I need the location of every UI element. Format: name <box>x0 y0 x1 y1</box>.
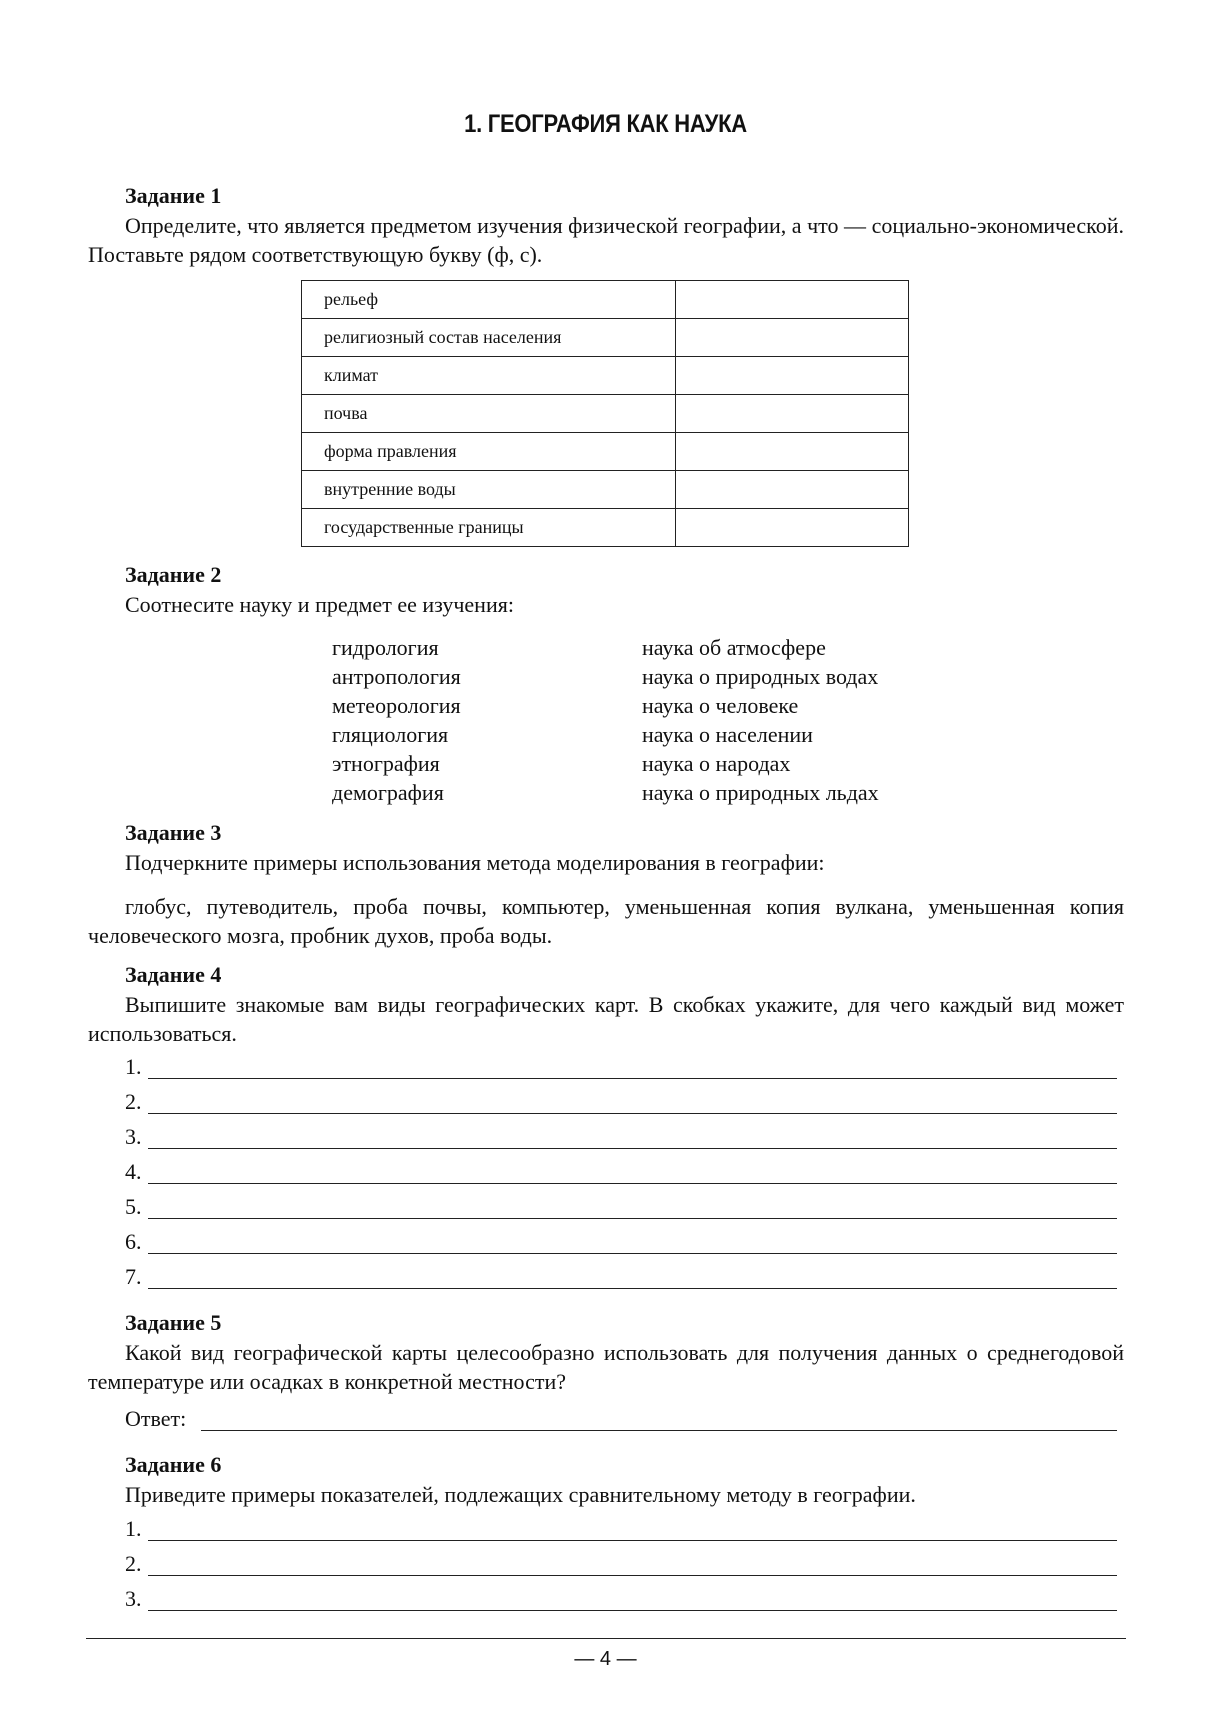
answer-cell[interactable] <box>676 281 909 319</box>
blank-line[interactable] <box>148 1148 1117 1149</box>
task1-text-content: Определите, что является предметом изучения физической географии, а что — социально-экономической. Поставьте рядом соответствующую букву (ф, с). <box>88 213 1124 267</box>
task3-text: Подчеркните примеры использования метода моделирования в географии: <box>125 850 825 875</box>
table-row <box>302 433 909 471</box>
answer-cell[interactable] <box>676 357 909 395</box>
task6-heading: Задание 6 <box>125 1452 222 1477</box>
science-name: метеорология <box>332 693 461 718</box>
answer-label: Ответ: <box>125 1406 187 1431</box>
answer-line[interactable] <box>125 1054 1117 1084</box>
table-row <box>302 471 909 509</box>
task1-heading: Задание 1 <box>125 183 222 208</box>
footer-divider <box>86 1638 1126 1639</box>
task3-heading: Задание 3 <box>125 820 222 845</box>
line-number: 1. <box>125 1516 142 1541</box>
task3-examples <box>88 892 1124 950</box>
task4-text-content: Выпишите знакомые вам виды географических карт. В скобках укажите, для чего каждый вид может использоваться. <box>88 992 1124 1046</box>
line-number: 5. <box>125 1194 142 1219</box>
line-number: 7. <box>125 1264 142 1289</box>
science-name: этнография <box>332 751 440 776</box>
science-name: гидрология <box>332 635 439 660</box>
task4-heading: Задание 4 <box>125 962 222 987</box>
task5-text-content: Какой вид географической карты целесообразно использовать для получения данных о среднегодовой температуре или осадках в конкретной местности? <box>88 1340 1124 1394</box>
blank-line[interactable] <box>148 1540 1117 1541</box>
line-number: 3. <box>125 1586 142 1611</box>
science-subject: наука о природных водах <box>642 664 879 689</box>
table-cell-term: климат <box>302 357 676 395</box>
table-cell-term: религиозный состав населения <box>302 319 676 357</box>
science-name: антропология <box>332 664 461 689</box>
answer-cell[interactable] <box>676 509 909 547</box>
table-row <box>302 357 909 395</box>
line-number: 6. <box>125 1229 142 1254</box>
table-row <box>302 509 909 547</box>
task2-heading: Задание 2 <box>125 562 222 587</box>
science-subject: наука о населении <box>642 722 813 747</box>
table-cell-term: почва <box>302 395 676 433</box>
task3-examples-content: глобус, путеводитель, проба почвы, компьютер, уменьшенная копия вулкана, уменьшенная копия человеческого мозга, пробник духов, проба воды. <box>88 894 1124 948</box>
science-subject: наука о природных льдах <box>642 780 879 805</box>
task5-text <box>88 1338 1124 1396</box>
blank-line[interactable] <box>148 1183 1117 1184</box>
answer-cell[interactable] <box>676 471 909 509</box>
table-cell-term: государственные границы <box>302 509 676 547</box>
task1-text <box>88 211 1124 269</box>
table-row <box>302 319 909 357</box>
science-subject: наука о народах <box>642 751 791 776</box>
answer-cell[interactable] <box>676 395 909 433</box>
task1-table <box>301 280 909 547</box>
answer-cell[interactable] <box>676 433 909 471</box>
answer-cell[interactable] <box>676 319 909 357</box>
answer-line[interactable] <box>125 1586 1117 1616</box>
task2-text: Соотнесите науку и предмет ее изучения: <box>125 592 514 617</box>
task4-text <box>88 990 1124 1048</box>
blank-line[interactable] <box>148 1288 1117 1289</box>
science-name: демография <box>332 780 444 805</box>
answer-line[interactable] <box>125 1124 1117 1154</box>
line-number: 2. <box>125 1551 142 1576</box>
science-subject: наука об атмосфере <box>642 635 826 660</box>
science-name: гляциология <box>332 722 449 747</box>
answer-line[interactable] <box>125 1264 1117 1294</box>
answer-line[interactable] <box>125 1229 1117 1259</box>
task6-text: Приведите примеры показателей, подлежащих сравнительному методу в географии. <box>125 1482 916 1507</box>
answer-line[interactable] <box>125 1159 1117 1189</box>
line-number: 3. <box>125 1124 142 1149</box>
line-number: 2. <box>125 1089 142 1114</box>
blank-line[interactable] <box>148 1575 1117 1576</box>
table-cell-term: форма правления <box>302 433 676 471</box>
table-cell-term: рельеф <box>302 281 676 319</box>
table-row <box>302 395 909 433</box>
answer-line[interactable] <box>125 1551 1117 1581</box>
blank-line[interactable] <box>148 1218 1117 1219</box>
task5-answer[interactable] <box>125 1406 1117 1436</box>
task5-heading: Задание 5 <box>125 1310 222 1335</box>
science-subject: наука о человеке <box>642 693 799 718</box>
blank-line[interactable] <box>148 1610 1117 1611</box>
table-cell-term: внутренние воды <box>302 471 676 509</box>
line-number: 4. <box>125 1159 142 1184</box>
answer-line[interactable] <box>125 1516 1117 1546</box>
page-title: 1. ГЕОГРАФИЯ КАК НАУКА <box>464 110 747 138</box>
line-number: 1. <box>125 1054 142 1079</box>
blank-line[interactable] <box>201 1430 1117 1431</box>
blank-line[interactable] <box>148 1078 1117 1079</box>
table-row <box>302 281 909 319</box>
answer-line[interactable] <box>125 1194 1117 1224</box>
answer-line[interactable] <box>125 1089 1117 1119</box>
blank-line[interactable] <box>148 1253 1117 1254</box>
page-number: — 4 — <box>574 1648 637 1670</box>
blank-line[interactable] <box>148 1113 1117 1114</box>
